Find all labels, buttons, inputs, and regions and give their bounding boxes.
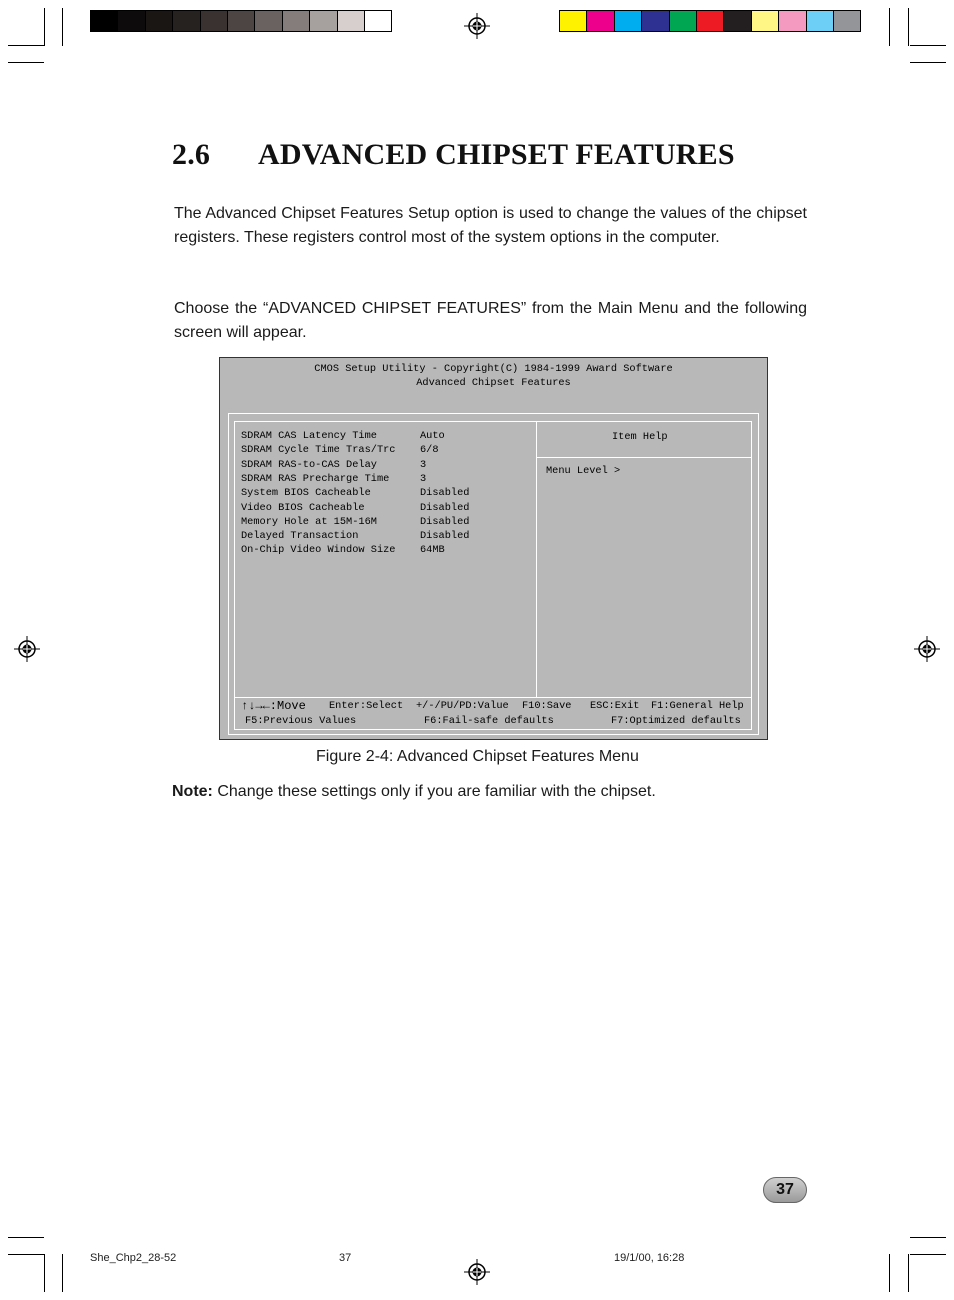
bios-setting-value[interactable]: 64MB [420, 544, 445, 557]
bios-setting-row[interactable] [241, 472, 427, 486]
color-swatch [696, 10, 724, 32]
color-swatch [559, 10, 587, 32]
note-label: Note: [172, 783, 213, 800]
grayscale-swatch [337, 10, 365, 32]
crop-mark [908, 1254, 909, 1292]
bios-setting-row[interactable] [241, 429, 445, 443]
bios-setting-row[interactable] [241, 515, 470, 529]
crop-mark [8, 62, 44, 63]
crop-mark [44, 8, 45, 46]
bios-setting-row[interactable] [241, 486, 470, 500]
bios-setting-row[interactable] [241, 529, 470, 543]
bios-setting-value[interactable]: Auto [420, 430, 445, 442]
color-swatch [806, 10, 834, 32]
color-swatch [833, 10, 861, 32]
note [172, 783, 656, 801]
footer-move-hint: ↑↓→←:Move [241, 699, 306, 713]
crop-mark [908, 8, 909, 46]
bios-help-divider [536, 457, 752, 458]
bios-setting-row[interactable] [241, 458, 427, 472]
color-swatch [723, 10, 751, 32]
color-swatch [586, 10, 614, 32]
section-title: ADVANCED CHIPSET FEATURES [258, 138, 735, 171]
slug-filename: She_Chp2_28-52 [90, 1252, 177, 1264]
crop-mark [62, 1254, 63, 1292]
crop-mark [8, 1237, 44, 1238]
crop-mark [889, 8, 890, 46]
grayscale-swatch [309, 10, 337, 32]
grayscale-swatch [117, 10, 145, 32]
slug-datetime: 19/1/00, 16:28 [614, 1252, 685, 1264]
crop-mark [910, 1254, 946, 1255]
bios-footer-divider [234, 697, 752, 698]
grayscale-swatch [90, 10, 118, 32]
bios-setting-label: SDRAM RAS-to-CAS Delay [241, 458, 377, 471]
footer-optimized-hint: F7:Optimized defaults [611, 715, 741, 727]
registration-target-icon [914, 636, 940, 662]
section-heading [172, 138, 735, 172]
footer-failsafe-hint: F6:Fail-safe defaults [424, 715, 554, 727]
menu-level-label: Menu Level > [546, 465, 621, 477]
color-swatch [778, 10, 806, 32]
figure-caption: Figure 2-4: Advanced Chipset Features Menu [316, 748, 639, 765]
color-swatch [669, 10, 697, 32]
grayscale-swatch [227, 10, 255, 32]
grayscale-swatch [145, 10, 173, 32]
bios-setting-label: On-Chip Video Window Size [241, 544, 396, 557]
footer-previous-values-hint: F5:Previous Values [245, 715, 357, 727]
bios-setting-label: SDRAM CAS Latency Time [241, 430, 377, 442]
crop-mark [910, 1237, 946, 1238]
bios-setting-label: SDRAM RAS Precharge Time [241, 472, 390, 485]
bios-setting-value[interactable]: 3 [420, 472, 427, 485]
bios-setting-label: SDRAM Cycle Time Tras/Trc [241, 444, 396, 457]
bios-setting-row[interactable] [241, 501, 470, 515]
registration-target-icon [464, 13, 490, 39]
note-text: Change these settings only if you are familiar with the chipset. [212, 783, 656, 800]
crop-mark [44, 1254, 45, 1292]
bios-setting-label: System BIOS Cacheable [241, 487, 371, 500]
grayscale-swatch [200, 10, 228, 32]
grayscale-swatch [364, 10, 392, 32]
bios-setting-row[interactable] [241, 543, 445, 557]
bios-setting-value[interactable]: Disabled [420, 530, 470, 543]
page-number-badge: 37 [763, 1177, 807, 1203]
crop-mark [910, 62, 946, 63]
footer-enter-hint: Enter:Select [329, 700, 404, 712]
footer-exit-hint: ESC:Exit [590, 700, 640, 712]
footer-value-hint: +/-/PU/PD:Value [416, 700, 509, 712]
bios-setting-value[interactable]: Disabled [420, 515, 470, 528]
crop-mark [8, 1254, 44, 1255]
bios-setting-label: Video BIOS Cacheable [241, 501, 365, 514]
slug-page: 37 [339, 1252, 352, 1264]
crop-mark [8, 45, 44, 46]
crop-mark [62, 8, 63, 46]
item-help-title: Item Help [612, 431, 668, 443]
bios-setting-value[interactable]: Disabled [420, 501, 470, 514]
footer-save-hint: F10:Save [522, 700, 572, 712]
footer-general-help-hint: F1:General Help [651, 700, 744, 712]
bios-copyright-header: CMOS Setup Utility - Copyright(C) 1984-1999 Award Software [314, 363, 673, 375]
registration-target-icon [14, 636, 40, 662]
grayscale-swatch [282, 10, 310, 32]
bios-help-top-line [536, 421, 752, 422]
crop-mark [889, 1254, 890, 1292]
color-swatch [641, 10, 669, 32]
bios-screen-title: Advanced Chipset Features [416, 377, 571, 389]
bios-setting-label: Delayed Transaction [241, 530, 359, 543]
bios-screenshot [219, 357, 768, 740]
bios-setting-value[interactable]: 6/8 [420, 444, 439, 457]
bios-setting-row[interactable] [241, 443, 439, 457]
bios-setting-value[interactable]: Disabled [420, 487, 470, 500]
section-number: 2.6 [172, 138, 211, 171]
instruction-paragraph: Choose the “ADVANCED CHIPSET FEATURES” from the Main Menu and the following screen will appear. [174, 300, 807, 341]
color-swatch [751, 10, 779, 32]
bios-panel-divider [536, 421, 537, 697]
grayscale-swatch [172, 10, 200, 32]
color-swatch [614, 10, 642, 32]
intro-paragraph: The Advanced Chipset Features Setup option is used to change the values of the chipset registers. These registers control most of the system options in the computer. [174, 205, 807, 246]
bios-setting-label: Memory Hole at 15M-16M [241, 515, 377, 528]
crop-mark [910, 45, 946, 46]
registration-target-icon [464, 1259, 490, 1285]
grayscale-swatch [254, 10, 282, 32]
bios-setting-value[interactable]: 3 [420, 458, 427, 471]
